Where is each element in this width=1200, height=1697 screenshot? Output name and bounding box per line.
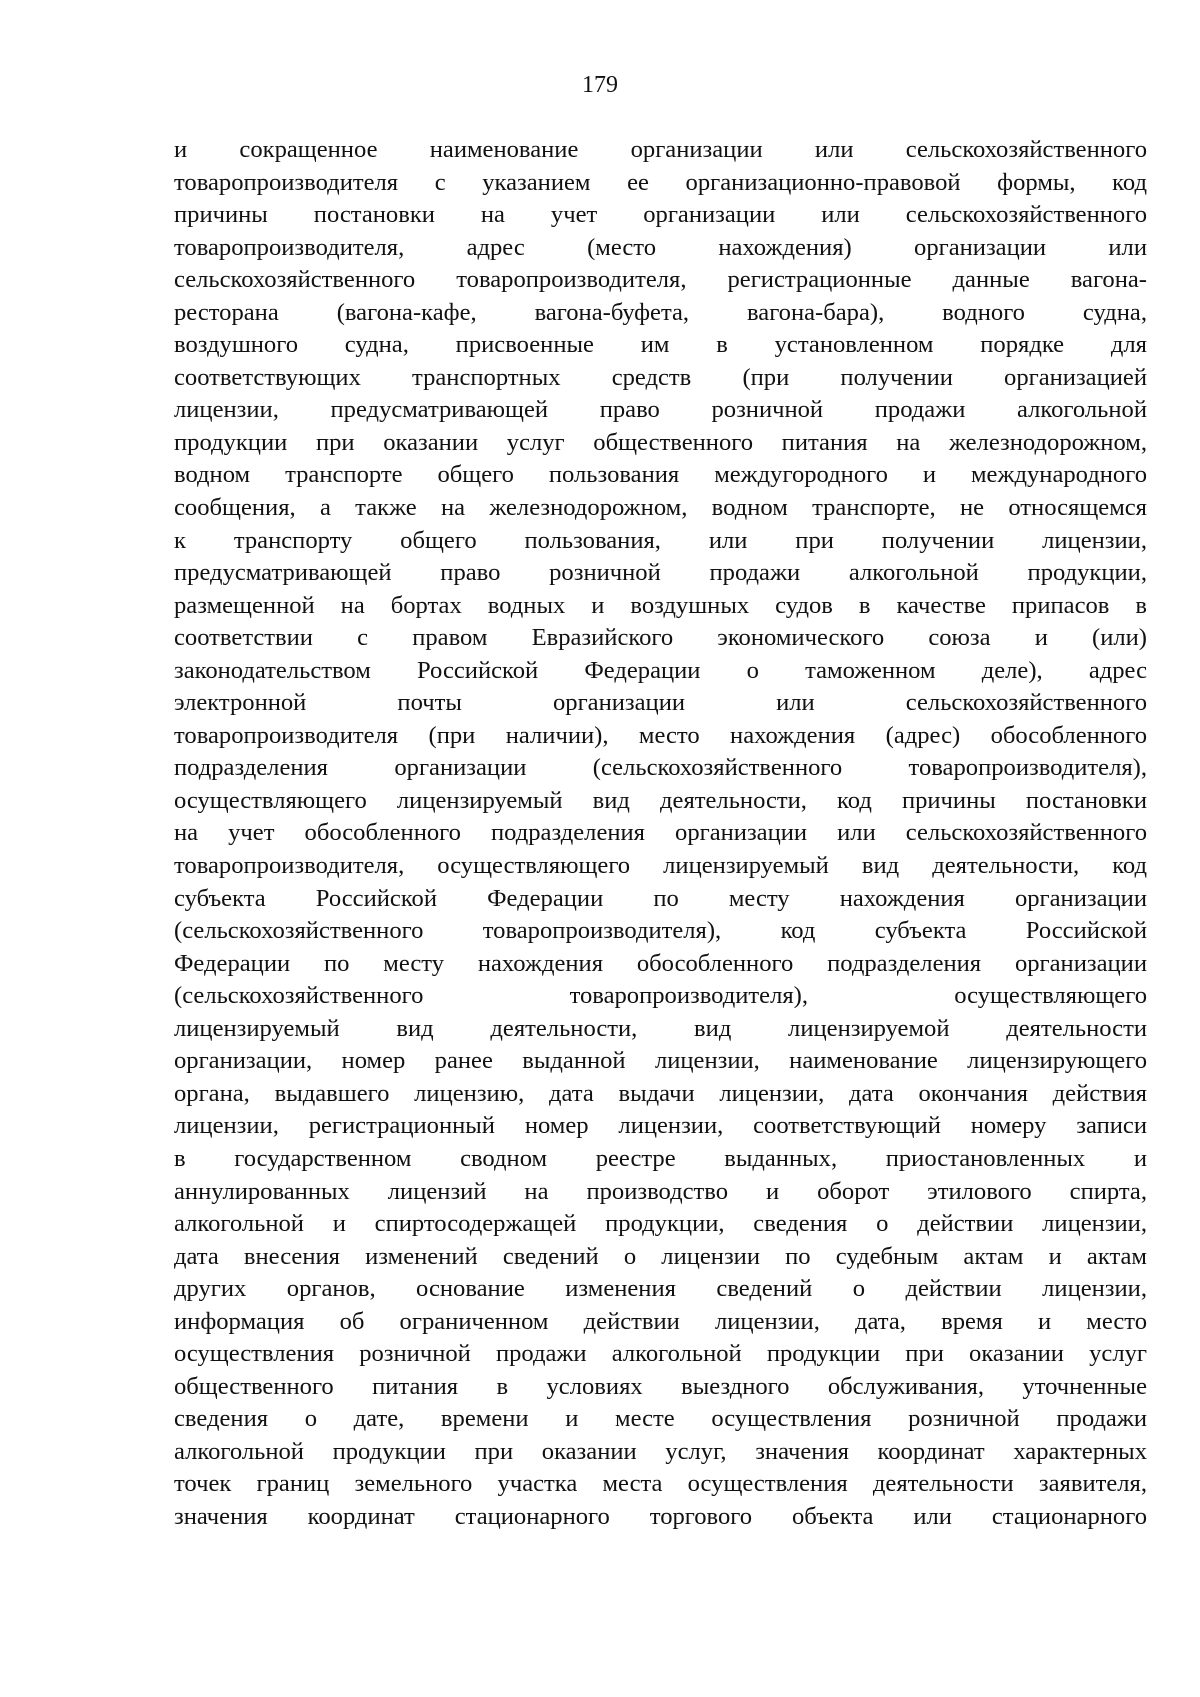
body-text <box>174 134 1147 1534</box>
text-line: товаропроизводителя, адрес (место нахождения) организации или <box>174 233 1147 261</box>
text-line: сведения о дате, времени и месте осуществления розничной продажи <box>174 1405 1147 1433</box>
text-line: товаропроизводителя с указанием ее организационно-правовой формы, код <box>174 168 1147 196</box>
text-line: (сельскохозяйственного товаропроизводителя), код субъекта Российской <box>174 917 1147 945</box>
text-line: точек границ земельного участка места осуществления деятельности заявителя, <box>174 1470 1147 1498</box>
text-line: аннулированных лицензий на производство и оборот этилового спирта, <box>174 1177 1147 1205</box>
text-line: Федерации по месту нахождения обособленного подразделения организации <box>174 949 1147 977</box>
text-line: сообщения, а также на железнодорожном, водном транспорте, не относящемся <box>174 494 1147 522</box>
text-line: законодательством Российской Федерации о таможенном деле), адрес <box>174 656 1147 684</box>
text-line: предусматривающей право розничной продажи алкогольной продукции, <box>174 559 1147 587</box>
text-line: сельскохозяйственного товаропроизводителя, регистрационные данные вагона- <box>174 266 1147 294</box>
text-line: органа, выдавшего лицензию, дата выдачи лицензии, дата окончания действия <box>174 1079 1147 1107</box>
text-line: лицензии, предусматривающей право розничной продажи алкогольной <box>174 396 1147 424</box>
text-line: алкогольной и спиртосодержащей продукции, сведения о действии лицензии, <box>174 1210 1147 1238</box>
text-line: лицензии, регистрационный номер лицензии, соответствующий номеру записи <box>174 1112 1147 1140</box>
text-line: электронной почты организации или сельскохозяйственного <box>174 689 1147 717</box>
text-line: в государственном сводном реестре выданных, приостановленных и <box>174 1144 1147 1172</box>
text-line: субъекта Российской Федерации по месту нахождения организации <box>174 884 1147 912</box>
text-line: информация об ограниченном действии лицензии, дата, время и место <box>174 1307 1147 1335</box>
text-line: водном транспорте общего пользования междугородного и международного <box>174 461 1147 489</box>
text-line: товаропроизводителя, осуществляющего лицензируемый вид деятельности, код <box>174 852 1147 880</box>
text-line: и сокращенное наименование организации или сельскохозяйственного <box>174 136 1147 163</box>
text-line: осуществления розничной продажи алкогольной продукции при оказании услуг <box>174 1340 1147 1368</box>
page-number: 179 <box>582 72 618 98</box>
text-line: причины постановки на учет организации или сельскохозяйственного <box>174 201 1147 229</box>
text-line: размещенной на бортах водных и воздушных судов в качестве припасов в <box>174 591 1147 619</box>
text-line: общественного питания в условиях выездного обслуживания, уточненные <box>174 1372 1147 1400</box>
text-line: других органов, основание изменения сведений о действии лицензии, <box>174 1275 1147 1303</box>
text-line: продукции при оказании услуг общественного питания на железнодорожном, <box>174 428 1147 456</box>
text-line: соответствии с правом Евразийского экономического союза и (или) <box>174 624 1147 652</box>
text-line: организации, номер ранее выданной лицензии, наименование лицензирующего <box>174 1047 1147 1075</box>
text-line: алкогольной продукции при оказании услуг, значения координат характерных <box>174 1437 1147 1465</box>
text-line: на учет обособленного подразделения организации или сельскохозяйственного <box>174 819 1147 847</box>
text-line: подразделения организации (сельскохозяйственного товаропроизводителя), <box>174 754 1147 782</box>
text-line: к транспорту общего пользования, или при получении лицензии, <box>174 526 1147 554</box>
text-line: соответствующих транспортных средств (при получении организацией <box>174 363 1147 391</box>
text-line: осуществляющего лицензируемый вид деятельности, код причины постановки <box>174 786 1147 814</box>
text-line: лицензируемый вид деятельности, вид лицензируемой деятельности <box>174 1014 1147 1042</box>
text-line: значения координат стационарного торгового объекта или стационарного <box>174 1502 1147 1530</box>
text-line: товаропроизводителя (при наличии), место нахождения (адрес) обособленного <box>174 721 1147 749</box>
text-line: воздушного судна, присвоенные им в установленном порядке для <box>174 331 1147 359</box>
text-line: (сельскохозяйственного товаропроизводителя), осуществляющего <box>174 982 1147 1010</box>
text-line: дата внесения изменений сведений о лицензии по судебным актам и актам <box>174 1242 1147 1270</box>
text-line: ресторана (вагона-кафе, вагона-буфета, вагона-бара), водного судна, <box>174 298 1147 326</box>
